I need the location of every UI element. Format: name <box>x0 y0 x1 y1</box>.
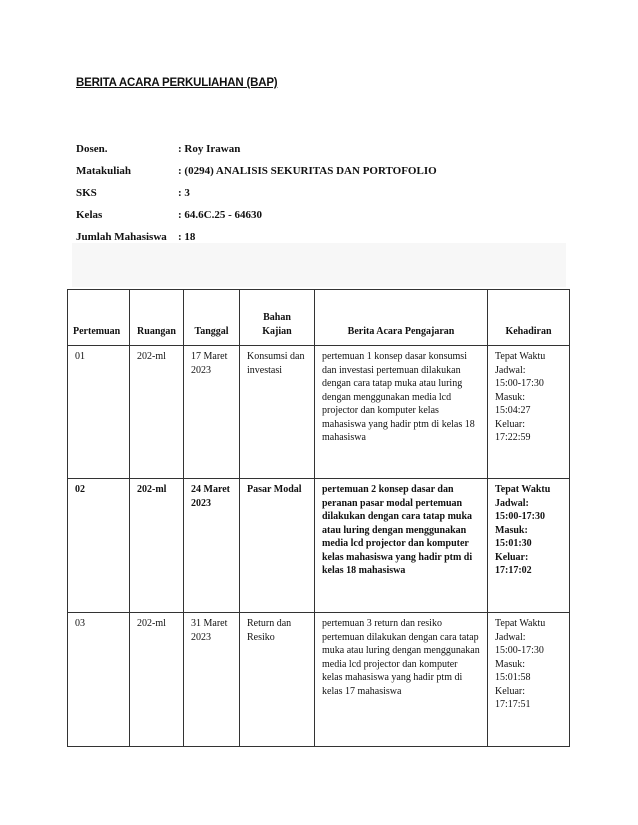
kehadiran-jadwal-label: Jadwal: <box>495 631 526 643</box>
info-label: SKS <box>76 187 97 199</box>
document-title: BERITA ACARA PERKULIAHAN (BAP) <box>76 77 278 89</box>
cell-ruangan: 202-ml <box>130 346 184 479</box>
info-label: Jumlah Mahasiswa <box>76 231 167 243</box>
kehadiran-keluar-value: 17:17:51 <box>495 699 531 710</box>
info-row-kelas <box>76 204 437 226</box>
cell-bahan-kajian: Pasar Modal <box>240 479 315 613</box>
cell-tanggal: 17 Maret 2023 <box>184 346 240 479</box>
info-value: : 3 <box>178 187 190 199</box>
info-value: : (0294) ANALISIS SEKURITAS DAN PORTOFOLIO <box>178 165 437 177</box>
cell-berita-acara: pertemuan 2 konsep dasar dan peranan pasar modal pertemuan dilakukan dengan cara tatap muka atau luring dengan menggunakan media lcd projector dan komputer kelas mahasiswa yang hadir ptm di kelas 18 mahasiswa <box>315 479 488 613</box>
column-header-bahan-kajian: Bahan Kajian <box>240 290 315 346</box>
cell-kehadiran <box>488 613 570 747</box>
info-row-dosen <box>76 138 437 160</box>
kehadiran-masuk-value: 15:01:30 <box>495 538 532 549</box>
column-header-ruangan: Ruangan <box>130 290 184 346</box>
kehadiran-masuk-value: 15:04:27 <box>495 405 531 416</box>
info-row-sks <box>76 182 437 204</box>
spacer-band <box>72 243 566 287</box>
kehadiran-keluar-label: Keluar: <box>495 685 525 697</box>
info-value: : 18 <box>178 231 196 243</box>
kehadiran-status: Tepat Waktu <box>495 351 546 362</box>
table-row <box>68 346 570 479</box>
kehadiran-jadwal-label: Jadwal: <box>495 364 526 376</box>
info-value: : Roy Irawan <box>178 143 241 155</box>
cell-berita-acara: pertemuan 1 konsep dasar konsumsi dan investasi pertemuan dilakukan dengan cara tatap muka atau luring dengan menggunakan media lcd projector dan komputer kelas mahasiswa yang hadir ptm di kelas 18 mahasiswa <box>315 346 488 479</box>
kehadiran-keluar-value: 17:22:59 <box>495 432 531 443</box>
kehadiran-jadwal-value: 15:00-17:30 <box>495 511 545 522</box>
cell-berita-acara: pertemuan 3 return dan resiko pertemuan dilakukan dengan cara tatap muka atau luring dengan menggunakan media lcd projector dan komputer kelas mahasiswa yang hadir ptm di kelas 17 mahasiswa <box>315 613 488 747</box>
kehadiran-status: Tepat Waktu <box>495 484 551 495</box>
kehadiran-masuk-label: Masuk: <box>495 658 525 670</box>
info-label: Matakuliah <box>76 165 132 177</box>
column-header-berita-acara: Berita Acara Pengajaran <box>315 290 488 346</box>
column-header-pertemuan: Pertemuan <box>68 290 130 346</box>
column-header-kehadiran: Kehadiran <box>488 290 570 346</box>
kehadiran-status: Tepat Waktu <box>495 618 546 629</box>
cell-kehadiran <box>488 346 570 479</box>
kehadiran-jadwal-value: 15:00-17:30 <box>495 378 544 389</box>
kehadiran-keluar-label: Keluar: <box>495 551 529 563</box>
cell-ruangan: 202-ml <box>130 479 184 613</box>
cell-pertemuan: 01 <box>68 346 130 479</box>
info-row-matakuliah <box>76 160 437 182</box>
info-label: Dosen. <box>76 143 108 155</box>
kehadiran-masuk-value: 15:01:58 <box>495 672 531 683</box>
cell-pertemuan: 02 <box>68 479 130 613</box>
cell-bahan-kajian: Konsumsi dan investasi <box>240 346 315 479</box>
info-value: : 64.6C.25 - 64630 <box>178 209 263 221</box>
kehadiran-keluar-label: Keluar: <box>495 418 525 430</box>
course-info <box>76 138 437 248</box>
column-header-tanggal: Tanggal <box>184 290 240 346</box>
cell-tanggal: 31 Maret 2023 <box>184 613 240 747</box>
kehadiran-jadwal-label: Jadwal: <box>495 497 529 509</box>
kehadiran-masuk-label: Masuk: <box>495 524 528 536</box>
table-row <box>68 613 570 747</box>
cell-pertemuan: 03 <box>68 613 130 747</box>
bap-table <box>67 289 570 747</box>
cell-ruangan: 202-ml <box>130 613 184 747</box>
table-header-row <box>68 290 570 346</box>
cell-bahan-kajian: Return dan Resiko <box>240 613 315 747</box>
kehadiran-jadwal-value: 15:00-17:30 <box>495 645 544 656</box>
kehadiran-keluar-value: 17:17:02 <box>495 565 532 576</box>
cell-kehadiran <box>488 479 570 613</box>
info-label: Kelas <box>76 209 103 221</box>
kehadiran-masuk-label: Masuk: <box>495 391 525 403</box>
table-row <box>68 479 570 613</box>
cell-tanggal: 24 Maret 2023 <box>184 479 240 613</box>
